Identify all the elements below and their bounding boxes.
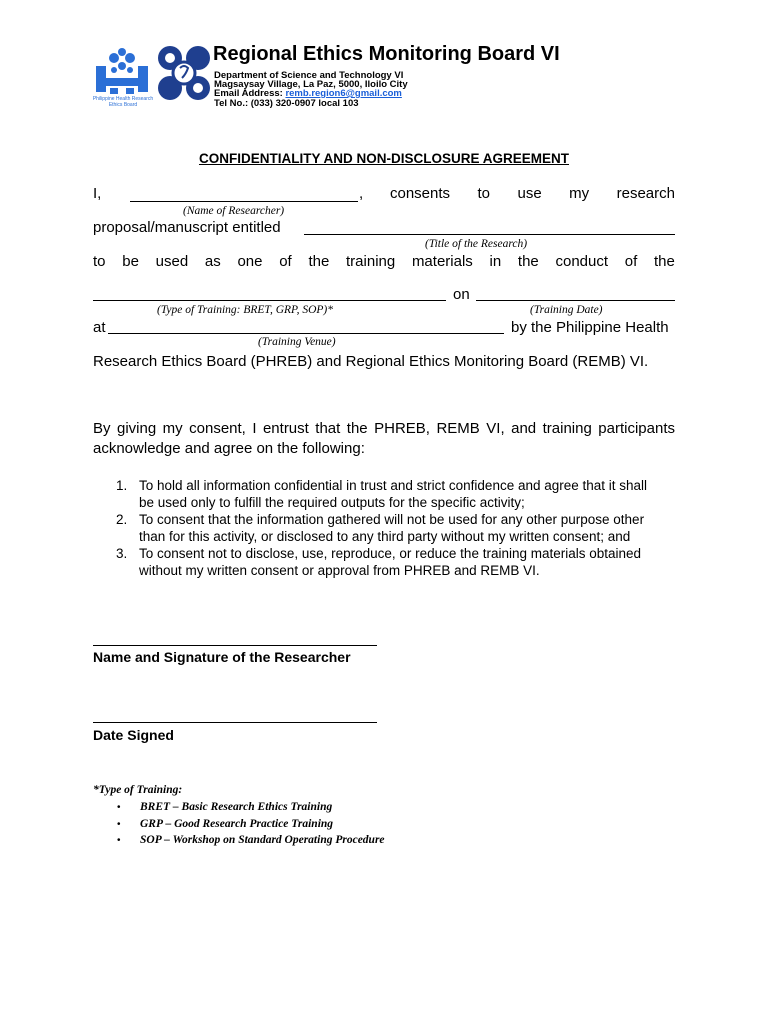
signature-blank[interactable] [93,645,377,646]
label-type-of-training: (Type of Training: BRET, GRP, SOP)* [157,304,334,316]
list-number: 1. [116,478,128,493]
word: used [155,253,189,270]
word: one [237,253,263,270]
proposal-text: proposal/manuscript entitled [93,219,281,236]
name-signature-label: Name and Signature of the Researcher [93,649,351,665]
footnote-item-grp: GRP – Good Research Practice Training [140,818,334,830]
word: research [616,185,675,202]
list-item-line: without my written consent or approval from PHREB and REMB VI. [139,563,540,578]
label-training-venue: (Training Venue) [258,336,336,348]
tel-text: Tel No.: (033) 320-0907 local 103 [214,98,359,109]
date-signed-blank[interactable] [93,722,377,723]
training-venue-blank[interactable] [108,333,504,334]
label-name-of-researcher: (Name of Researcher) [183,205,285,217]
word: materials [411,253,473,270]
training-type-blank[interactable] [93,300,446,301]
word: consents [390,185,451,202]
by-phreb-text: by the Philippine Health [511,319,669,336]
bullet-icon: • [117,835,121,846]
word: to [93,253,106,270]
email-link[interactable]: remb.region6@gmail.com [285,88,402,99]
line1-words [390,185,675,202]
word: to [477,185,491,202]
word: in [489,253,502,270]
training-date-blank[interactable] [476,300,675,301]
footnote-title: *Type of Training: [93,784,183,796]
research-title-blank[interactable] [304,234,675,235]
consent-intro-text: By giving my consent, I entrust that the PHREB, REMB VI, and training participants [93,420,675,437]
word: be [122,253,139,270]
list-item-text [139,511,677,545]
word: use [517,185,542,202]
footnote-item-bret: BRET – Basic Research Ethics Training [140,801,333,813]
date-signed-label: Date Signed [93,727,174,743]
label-training-date: (Training Date) [530,304,603,316]
list-item-text [139,477,677,511]
list-number: 3. [116,546,128,561]
list-item-line: To consent that the information gathered will not be used for any other purpose other [139,512,645,527]
word: of [279,253,292,270]
word: conduct [555,253,609,270]
researcher-name-blank[interactable] [130,201,358,202]
email-label: Email Address: [214,88,286,99]
document-title: CONFIDENTIALITY AND NON-DISCLOSURE AGREEMENT [198,151,569,166]
boards-text: Research Ethics Board (PHREB) and Regional Ethics Monitoring Board (REMB) VI. [93,353,649,370]
list-item-line: To hold all information confidential in trust and strict confidence and agree that it shall [139,478,648,493]
word: of [624,253,638,270]
word: as [204,253,221,270]
org-name: Regional Ethics Monitoring Board VI [213,43,560,65]
phreb-logo-caption: Philippine Health Research Ethics Board [92,96,154,108]
comma: , [359,185,364,202]
word: training [346,253,396,270]
consent-intro-line1 [93,420,675,437]
list-item-line: than for this activity, or disclosed to any third party without my written consent; and [139,529,631,544]
remb-logo [156,44,212,102]
department-text: Department of Science and Technology VI [214,70,404,81]
word: my [569,185,590,202]
footnote-item-sop: SOP – Workshop on Standard Operating Procedure [140,834,385,846]
pronoun-i: I, [93,185,102,202]
word: the [517,253,539,270]
list-item-line: be used only to fulfill the required outputs for the specific activity; [139,495,525,510]
label-title-of-research: (Title of the Research) [425,238,528,250]
list-item-text [139,545,677,579]
at-text: at [93,319,106,336]
line3-words [93,253,675,270]
consent-intro-line2: acknowledge and agree on the following: [93,440,365,457]
word: the [654,253,675,270]
list-number: 2. [116,512,128,527]
list-item-line: To consent not to disclose, use, reproduce, or reduce the training materials obtained [139,546,642,561]
on-text: on [453,286,470,303]
address-text: Magsaysay Village, La Paz, 5000, Iloilo City [214,79,408,90]
bullet-icon: • [117,802,121,813]
bullet-icon: • [117,819,121,830]
word: the [308,253,330,270]
